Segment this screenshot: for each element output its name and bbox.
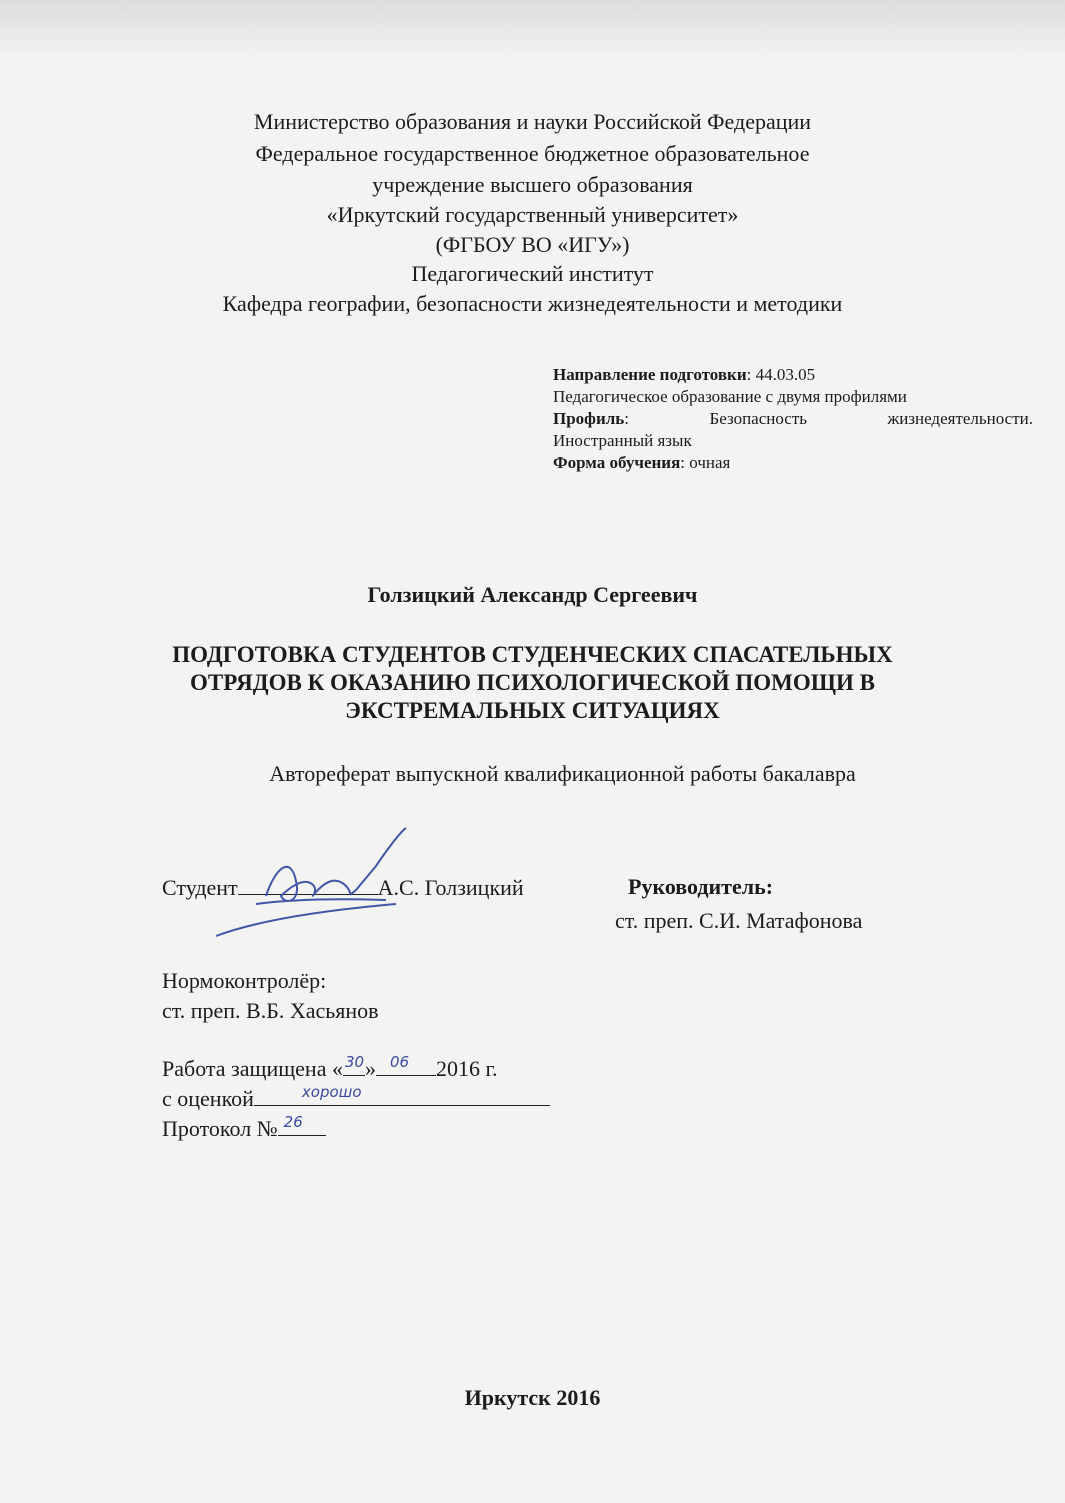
- grade-line: [162, 1083, 550, 1114]
- city-year: Иркутск 2016: [464, 1385, 601, 1410]
- defense-day: 30: [344, 1053, 365, 1071]
- profile-line: Профиль: Безопасность жизнедеятельности.: [553, 409, 1033, 428]
- author-name: Голзицкий Александр Сергеевич: [367, 582, 698, 607]
- grade-value: хорошо: [301, 1083, 362, 1101]
- supervisor-label: Руководитель:: [628, 874, 774, 899]
- university-abbr: (ФГБОУ ВО «ИГУ»): [435, 232, 630, 257]
- thesis-subtitle: Автореферат выпускной квалификационной работы бакалавра: [269, 761, 856, 786]
- grade-field: [254, 1083, 550, 1106]
- profile-word-2: жизнедеятельности.: [887, 409, 1033, 428]
- defense-day-field: [343, 1053, 365, 1076]
- defense-year: 2016 г.: [435, 1056, 498, 1081]
- protocol-label: Протокол №: [162, 1116, 278, 1141]
- defense-label: Работа защищена «: [162, 1056, 343, 1081]
- ministry-line: Министерство образования и науки Российской Федерации: [253, 109, 812, 134]
- student-label: Студент: [162, 875, 238, 900]
- protocol-number: 26: [283, 1113, 303, 1131]
- thesis-title: ПОДГОТОВКА СТУДЕНТОВ СТУДЕНЧЕСКИХ СПАСАТЕЛЬНЫХ ОТРЯДОВ К ОКАЗАНИЮ ПСИХОЛОГИЧЕСКОЙ ПОМОЩИ В ЭКСТРЕМАЛЬНЫХ СИТУАЦИЯХ: [172, 642, 893, 723]
- scan-shadow: [0, 0, 1065, 60]
- form-value: : очная: [680, 453, 731, 472]
- profile-word-1: Безопасность: [709, 409, 808, 428]
- normcontrol-label: Нормоконтролёр:: [162, 968, 327, 993]
- department-line: Кафедра географии, безопасности жизнедеятельности и методики: [222, 291, 843, 316]
- university-name: «Иркутский государственный университет»: [326, 202, 739, 227]
- profile-continued: Иностранный язык: [553, 431, 692, 450]
- protocol-line: [162, 1113, 326, 1144]
- defense-month: 06: [389, 1053, 410, 1071]
- study-info: [553, 364, 1033, 474]
- supervisor-name: ст. преп. С.И. Матафонова: [615, 908, 863, 933]
- direction-label: Направление подготовки: [553, 365, 747, 384]
- direction-value: : 44.03.05: [746, 365, 816, 384]
- institution-line-2: учреждение высшего образования: [372, 172, 693, 197]
- student-name: А.С. Голзицкий: [377, 875, 524, 900]
- protocol-field: [278, 1113, 326, 1136]
- institute-line: Педагогический институт: [411, 261, 654, 286]
- grade-label: с оценкой: [162, 1086, 254, 1111]
- defense-month-field: [376, 1053, 436, 1076]
- normcontrol-name: ст. преп. В.Б. Хасьянов: [162, 998, 379, 1023]
- student-signature: [196, 826, 416, 946]
- direction-name: Педагогическое образование с двумя профилями: [553, 387, 907, 406]
- form-label: Форма обучения: [553, 453, 681, 472]
- institution-line-1: Федеральное государственное бюджетное образовательное: [255, 141, 810, 166]
- defense-line: Работа защищена « 30 » 06 2016 г.: [162, 1053, 498, 1084]
- profile-label: Профиль: [553, 409, 625, 428]
